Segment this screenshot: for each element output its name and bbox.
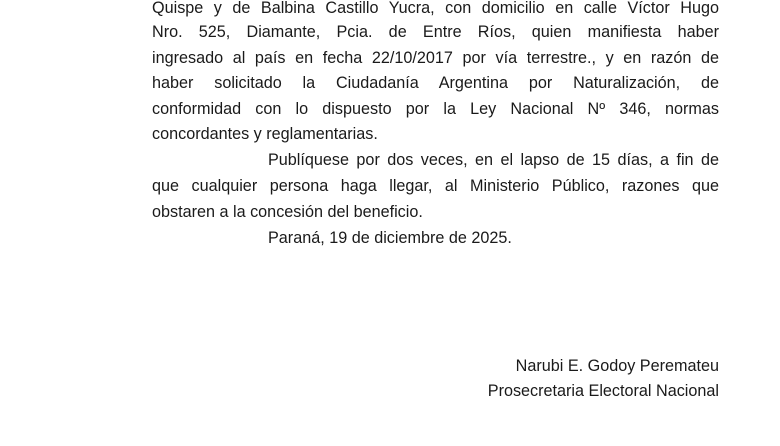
text-line: concordantes y reglamentarias. xyxy=(152,125,378,143)
text-line: que cualquier persona haga llegar, al Ministerio Público, razones que xyxy=(152,177,719,195)
text-line: obstaren a la concesión del beneficio. xyxy=(152,203,423,221)
text-line: Publíquese por dos veces, en el lapso de 15 días, a fin de xyxy=(268,151,719,169)
text-line: ingresado al país en fecha 22/10/2017 por vía terrestre., y en razón de xyxy=(152,49,719,67)
text-line: conformidad con lo dispuesto por la Ley Nacional Nº 346, normas xyxy=(152,100,719,118)
text-line: Quispe y de Balbina Castillo Yucra, con domicilio en calle Víctor Hugo xyxy=(152,0,719,17)
signatory-name: Narubi E. Godoy Peremateu xyxy=(515,357,719,375)
signatory-title: Prosecretaria Electoral Nacional xyxy=(487,382,719,400)
text-line: haber solicitado la Ciudadanía Argentina por Naturalización, de xyxy=(152,74,719,92)
text-line: Nro. 525, Diamante, Pcia. de Entre Ríos, quien manifiesta haber xyxy=(152,23,719,41)
dateline: Paraná, 19 de diciembre de 2025. xyxy=(268,229,512,247)
